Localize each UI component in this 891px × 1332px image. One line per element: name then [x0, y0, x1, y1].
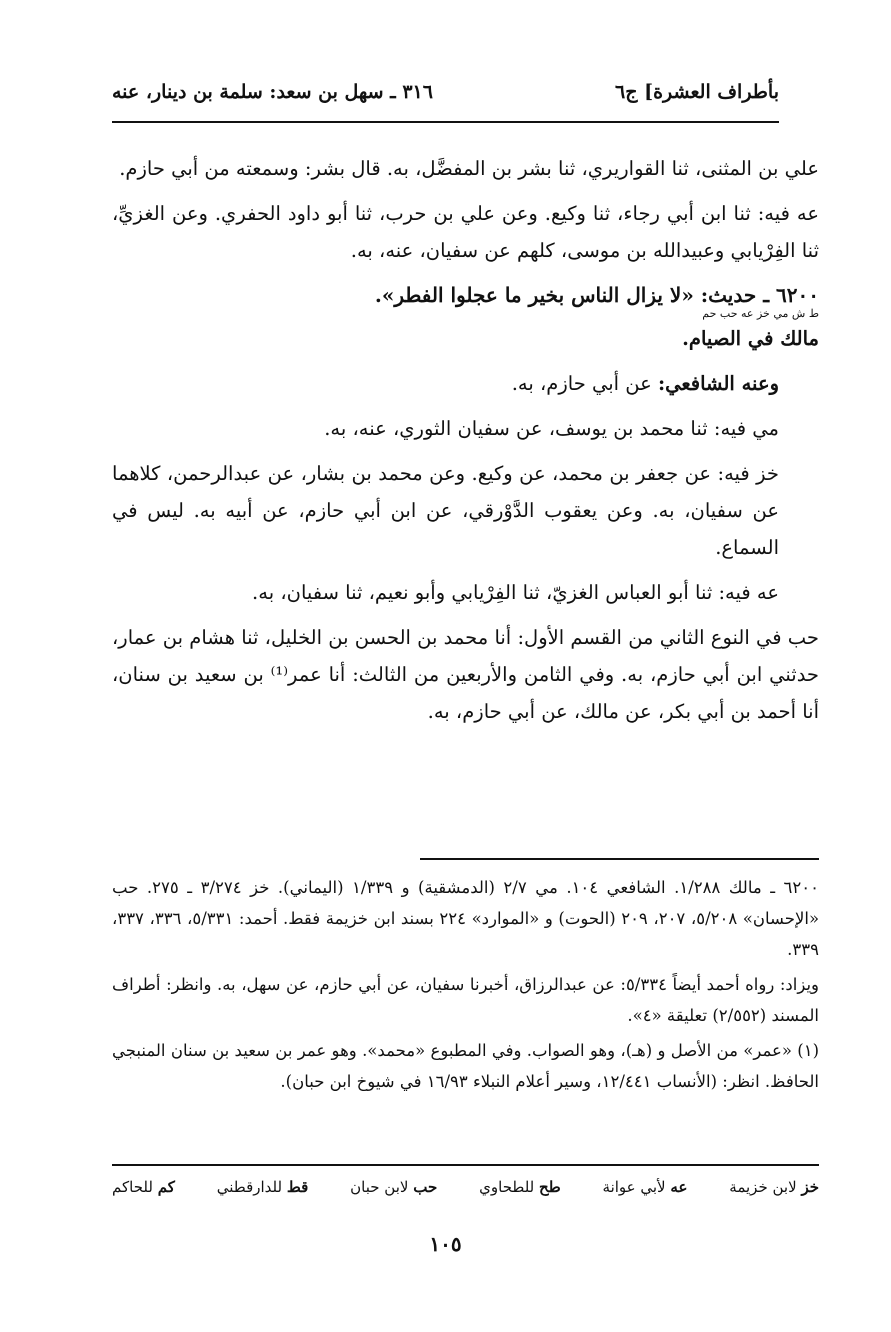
- paragraph-shafii: [112, 365, 819, 402]
- footnote-sources: ٦٢٠٠ ـ مالك ١/٢٨٨. الشافعي ١٠٤. مي ٢/٧ (الدمشقية) و ١/٣٣٩ (اليماني). خز ٣/٢٧٤ ـ ٢٧٥. حب «الإحسان» ٥/٢٠٨، ٢٠٧، ٢٠٩ (الحوت) و «الموارد» ٢٢٤ بسند ابن خزيمة فقط. أحمد: ٥/٣٣١، ٣٣٦، ٣٣٧، ٣٣٩.: [112, 878, 820, 959]
- header-rule: [112, 121, 779, 123]
- footnotes: [112, 872, 819, 1101]
- legend-item: طح للطحاوي: [479, 1178, 561, 1196]
- paragraph-ali-ibn-muthanna: علي بن المثنى، ثنا القواريري، ثنا بشر بن المفضَّل، به. قال بشر: وسمعته من أبي حازم.: [119, 157, 819, 180]
- paragraph-khz: خز فيه: عن جعفر بن محمد، عن وكيع. وعن محمد بن بشار، عن عبدالرحمن، كلاهما عن سفيان، به. وعن يعقوب الدَّوْرقي، عن ابن أبي حازم، عن أبيه به. ليس في السماع.: [112, 462, 779, 559]
- legend-rule: [112, 1164, 819, 1166]
- shafii-rest: عن أبي حازم، به.: [511, 372, 658, 395]
- paragraph-hb: حب في النوع الثاني من القسم الأول: أنا محمد بن الحسن بن الخليل، ثنا هشام بن عمار، حدثني ابن أبي حازم، به. وفي الثامن والأربعين من الثالث: أنا عمر⁽¹⁾ بن سعيد بن سنان، أنا أحمد بن أبي بكر، عن مالك، عن أبي حازم، به.: [112, 626, 819, 723]
- malik-line: مالك في الصيام.: [682, 327, 819, 350]
- legend-item: خز لابن خزيمة: [729, 1178, 819, 1196]
- footnote-rule: [420, 858, 819, 860]
- page-number: ١٠٥: [429, 1232, 462, 1256]
- hadith-heading: ٦٢٠٠ ـ حديث: «لا يزال الناس بخير ما عجلوا الفطر».: [374, 283, 819, 307]
- abbreviation-legend: [112, 1178, 819, 1208]
- paragraph-mi: مي فيه: ثنا محمد بن يوسف، عن سفيان الثوري، عنه، به.: [324, 417, 779, 440]
- header-right-title: بأطراف العشرة] ج٦: [615, 81, 779, 103]
- paragraph-ah-abi-raja: عه فيه: ثنا ابن أبي رجاء، ثنا وكيع. وعن علي بن حرب، ثنا أبو داود الحفري. وعن الغزيِّ، ثنا الفِرْيابي وعبيدالله بن موسى، كلهم عن سفيان، عنه، به.: [112, 202, 819, 262]
- hadith-sigla: ط ش مي خز عه حب حم: [702, 307, 819, 320]
- footnote-additions: ويزاد: رواه أحمد أيضاً ٥/٣٣٤: عن عبدالرزاق، أخبرنا سفيان، عن أبي حازم، عن سهل، به. وانظر: أطراف المسند (٢/٥٥٢) تعليقة «٤».: [112, 975, 820, 1025]
- legend-item: كم للحاكم: [112, 1178, 175, 1196]
- running-header: [112, 72, 779, 112]
- footnote-1: (١) «عمر» من الأصل و (هـ)، وهو الصواب. وفي المطبوع «محمد». وهو عمر بن سعيد بن سنان المنبجي الحافظ. انظر: (الأنساب ١٢/٤٤١، وسير أعلام النبلاء ١٦/٩٣ في شيوخ ابن حبان).: [112, 1041, 819, 1091]
- shafii-lead: وعنه الشافعي:: [657, 372, 779, 395]
- legend-item: حب لابن حبان: [350, 1178, 438, 1196]
- main-text: [112, 150, 819, 738]
- legend-item: عه لأبي عوانة: [602, 1178, 688, 1196]
- header-left-title: ٣١٦ ـ سهل بن سعد: سلمة بن دينار، عنه: [112, 81, 433, 103]
- paragraph-ah: عه فيه: ثنا أبو العباس الغزيّ، ثنا الفِرْيابي وأبو نعيم، ثنا سفيان، به.: [252, 581, 779, 604]
- legend-item: قط للدارقطني: [216, 1178, 309, 1196]
